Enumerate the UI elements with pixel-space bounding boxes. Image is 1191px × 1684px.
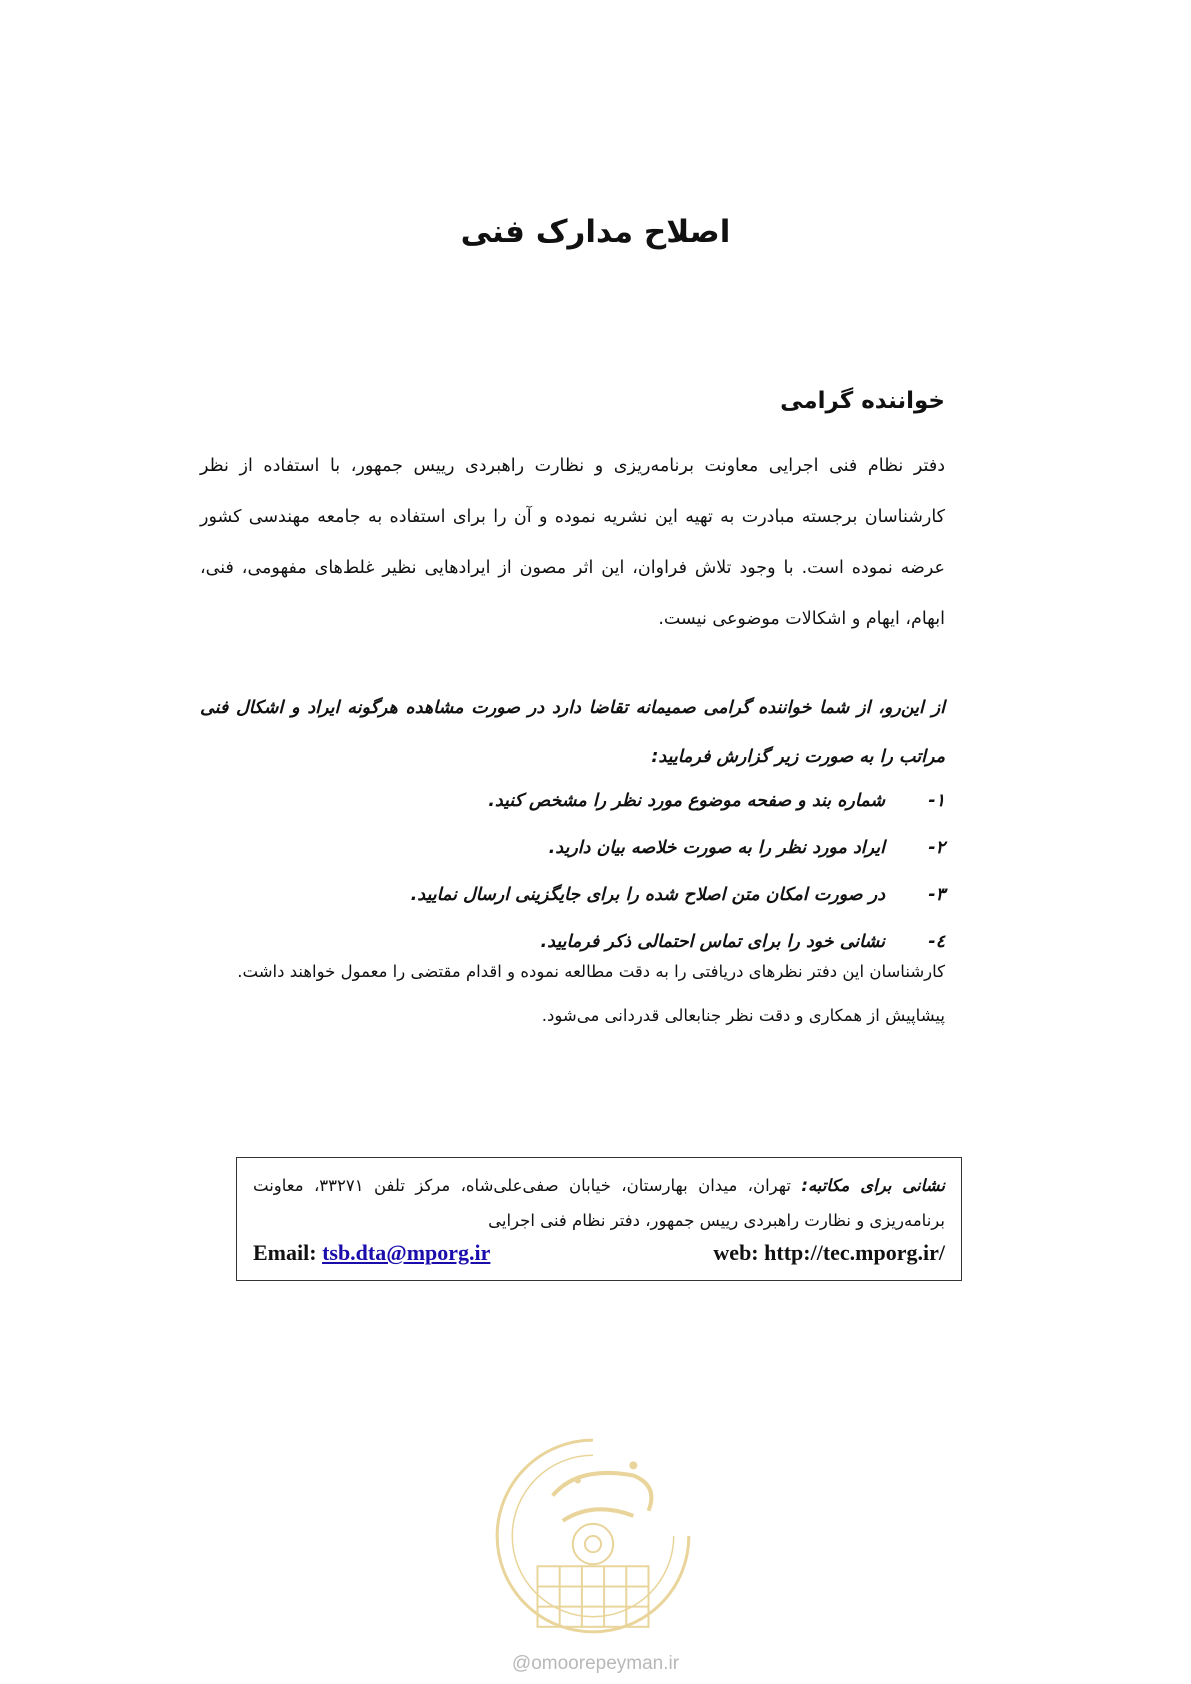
- closing-line-1: کارشناسان این دفتر نظرهای دریافتی را به دقت مطالعه نموده و اقدام مقتضی را معمول خواهند داشت.: [237, 962, 945, 981]
- page-title: اصلاح مدارک فنی: [460, 214, 731, 250]
- watermark-site: @omoorepeyman.ir: [511, 1653, 680, 1674]
- email-line: [253, 1240, 490, 1266]
- address-body: تهران، میدان بهارستان، خیابان صفی‌علی‌شاه، مرکز تلفن ۳۳۲۷۱، معاونت برنامه‌ریزی و نظارت راهبردی رییس جمهور، دفتر نظام فنی اجرایی: [253, 1176, 945, 1230]
- list-item: [200, 872, 945, 919]
- address-text: [253, 1168, 945, 1238]
- list-item: [200, 778, 945, 825]
- omoorepeyman-logo-icon: [482, 1425, 704, 1647]
- list-item-text: در صورت امکان متن اصلاح شده را برای جایگزینی ارسال نمایید.: [410, 885, 885, 905]
- closing-text: [200, 950, 945, 1038]
- closing-line-2: پیشاپیش از همکاری و دقت نظر جنابعالی قدردانی می‌شود.: [541, 1006, 945, 1025]
- web-label: web:: [713, 1240, 759, 1265]
- instruction-list: [200, 778, 945, 966]
- list-item-text: شماره بند و صفحه موضوع مورد نظر را مشخص کنید.: [488, 791, 885, 811]
- list-item-number: ۲-: [928, 838, 945, 858]
- email-label: Email:: [253, 1240, 317, 1265]
- list-item-text: نشانی خود را برای تماس احتمالی ذکر فرمایید.: [540, 932, 885, 952]
- address-label: نشانی برای مکاتبه:: [801, 1176, 945, 1195]
- web-line: [713, 1240, 945, 1266]
- list-item-number: ٤-: [928, 932, 945, 952]
- email-link[interactable]: tsb.dta@mporg.ir: [322, 1240, 491, 1265]
- request-paragraph: از این‌رو، از شما خواننده گرامی صمیمانه تقاضا دارد در صورت مشاهده هرگونه ایراد و اشکال فنی مراتب را به صورت زیر گزارش فرمایید:: [200, 698, 945, 767]
- web-address: http://tec.mporg.ir/: [764, 1240, 945, 1265]
- list-item-number: ۱-: [928, 791, 945, 811]
- contact-links: [253, 1240, 945, 1266]
- list-item-text: ایراد مورد نظر را به صورت خلاصه بیان دارید.: [548, 838, 885, 858]
- greeting-heading: خواننده گرامی: [780, 388, 945, 414]
- intro-paragraph: دفتر نظام فنی اجرایی معاونت برنامه‌ریزی و نظارت راهبردی رییس جمهور، با استفاده از نظر کارشناسان برجسته مبادرت به تهیه این نشریه نموده و آن را برای استفاده به جامعه مهندسی کشور عرضه نموده است. با وجود تلاش فراوان، این اثر مصون از ایرادهایی نظیر غلط‌های مفهومی، فنی، ابهام، ایهام و اشکالات موضوعی نیست.: [200, 456, 945, 629]
- address-box: [236, 1157, 962, 1281]
- list-item: [200, 825, 945, 872]
- list-item-number: ۳-: [928, 885, 945, 905]
